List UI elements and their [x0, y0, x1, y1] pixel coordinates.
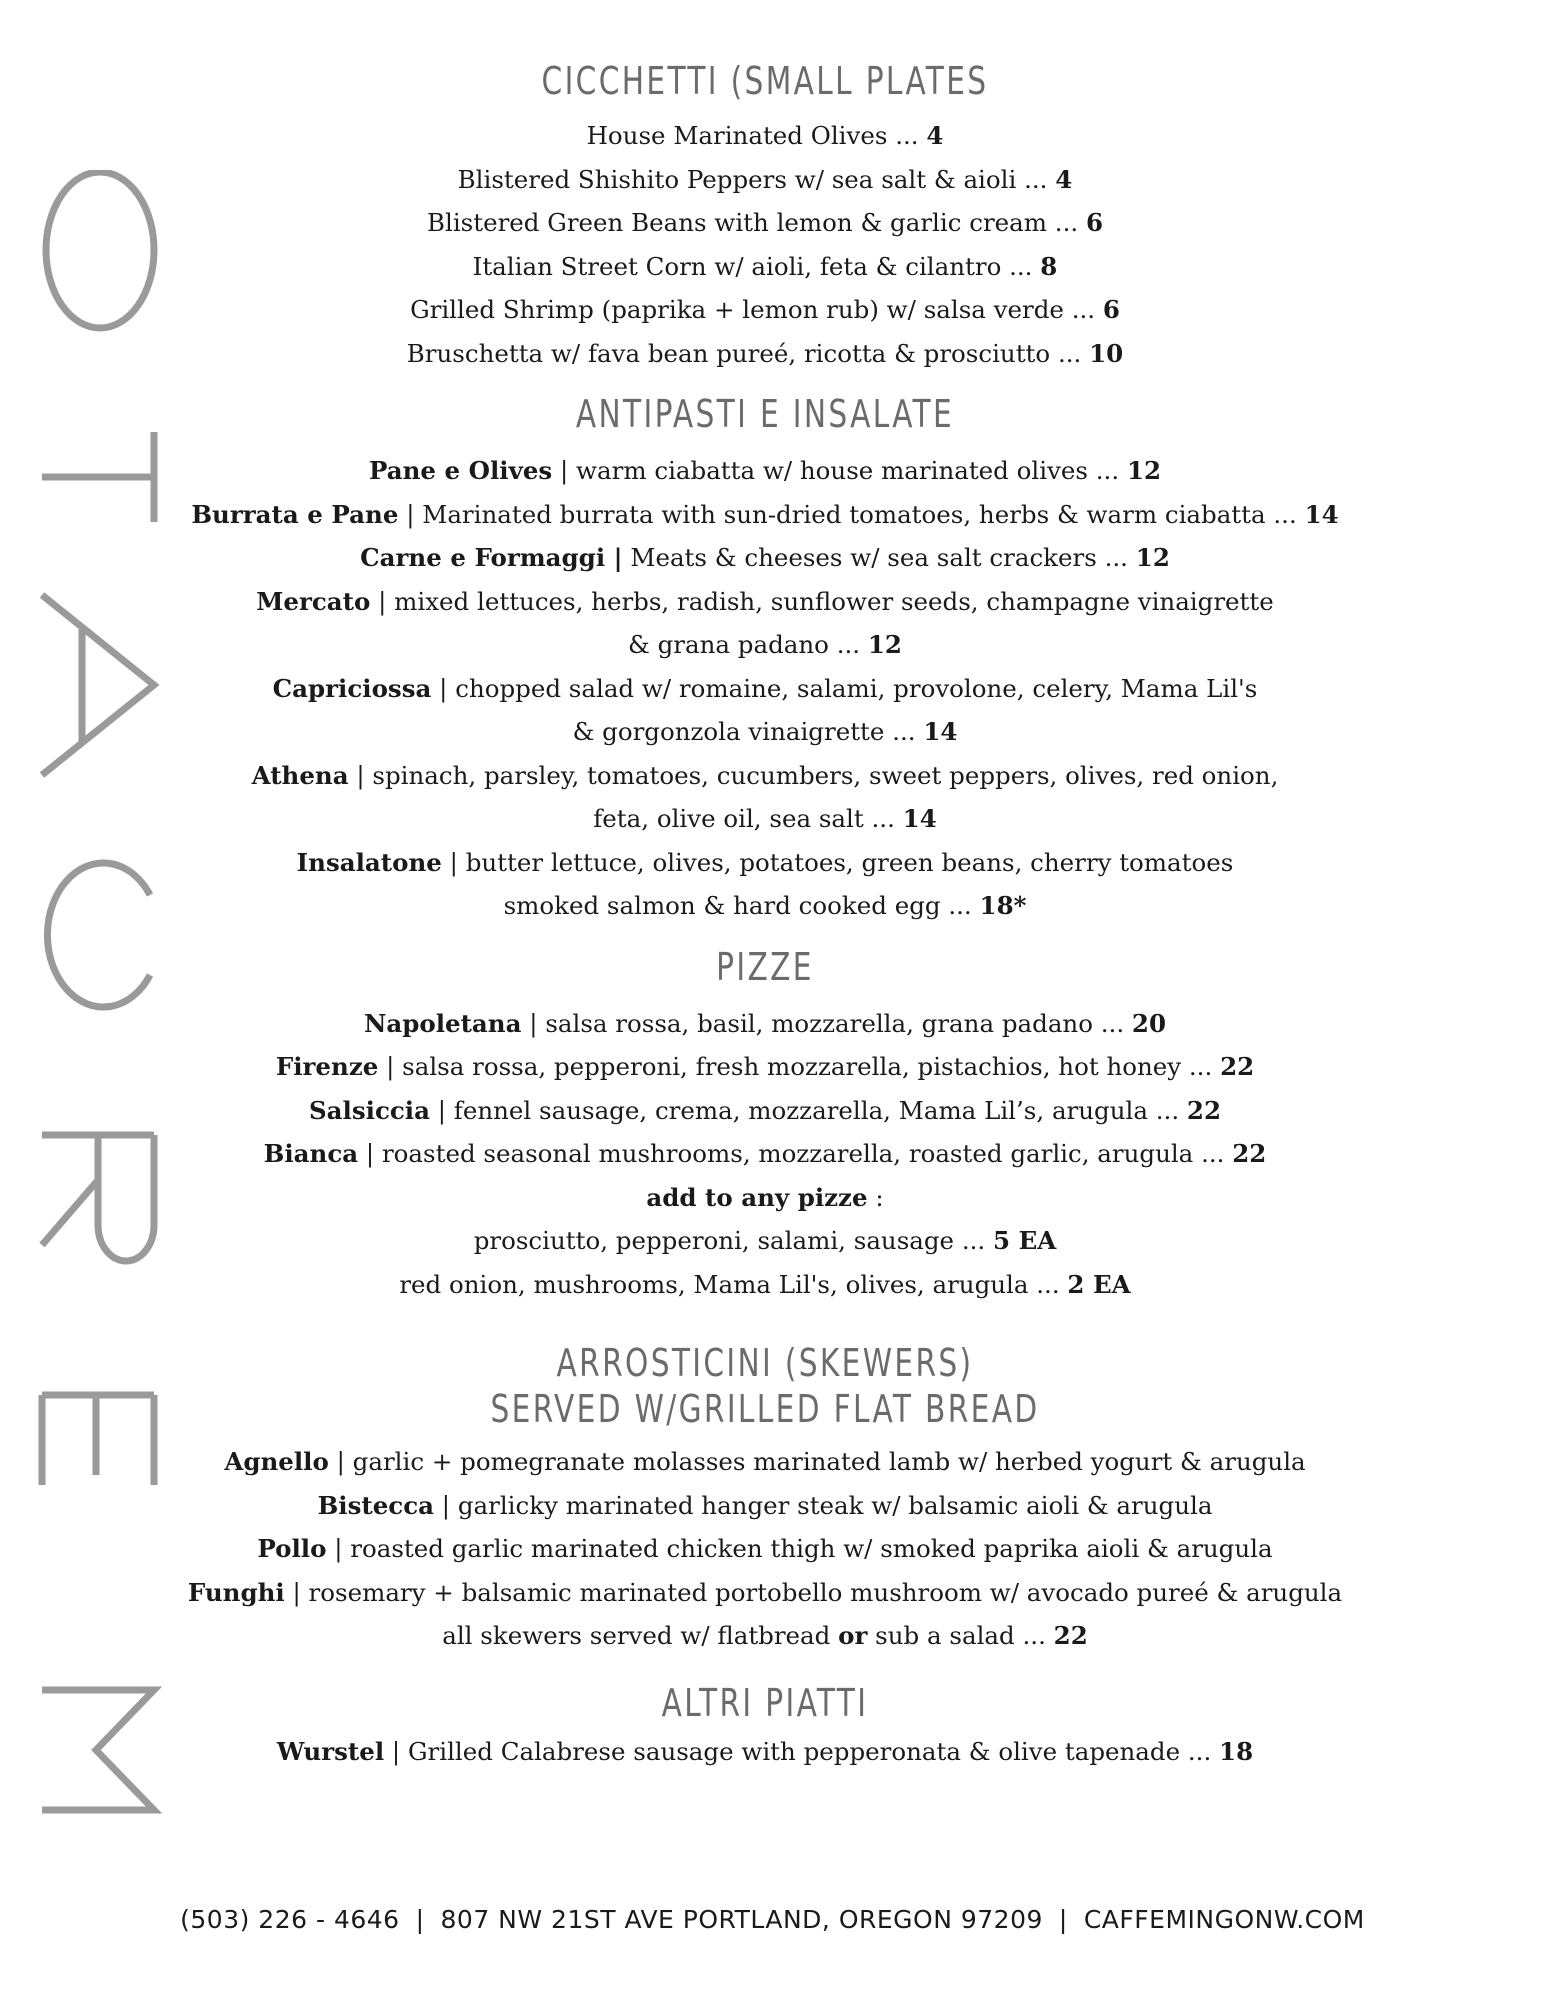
menu-item: Bruschetta w/ fava bean pureé, ricotta & prosciutto ... 10: [406, 338, 1124, 368]
section-altri-piatti: [150, 1680, 1380, 1774]
address: 807 NW 21ST AVE PORTLAND, OREGON 97209: [440, 1905, 1043, 1934]
menu-item: Capriciossa | chopped salad w/ romaine, salami, provolone, celery, Mama Lil's: [272, 673, 1258, 703]
section-subtitle: SERVED W/GRILLED FLAT BREAD: [490, 1387, 1040, 1431]
brand-letter-t: [42, 432, 154, 522]
phone-number: (503) 226 - 4646: [180, 1905, 400, 1934]
menu-item: Pane e Olives | warm ciabatta w/ house marinated olives ... 12: [368, 456, 1162, 485]
add-on-item: red onion, mushrooms, Mama Lil's, olives, arugula ... 2 EA: [399, 1269, 1131, 1299]
menu-item: Mercato | mixed lettuces, herbs, radish, sunflower seeds, champagne vinaigrette: [256, 586, 1274, 616]
section-title: ARROSTICINI (SKEWERS): [556, 1341, 974, 1385]
brand-letter-r: [42, 1135, 154, 1261]
menu-item-continuation: feta, olive oil, sea salt ... 14: [593, 804, 937, 833]
skewer-note: all skewers served w/ flatbread or sub a salad ... 22: [442, 1621, 1088, 1650]
menu-item: Salsiccia | fennel sausage, crema, mozzarella, Mama Lil’s, arugula ... 22: [308, 1095, 1222, 1125]
menu-item: Bistecca | garlicky marinated hanger steak w/ balsamic aioli & arugula: [317, 1490, 1213, 1520]
add-on-item: prosciutto, pepperoni, salami, sausage ... 5 EA: [473, 1226, 1057, 1255]
website-link[interactable]: CAFFEMINGONW.COM: [1083, 1905, 1365, 1934]
add-on-heading: add to any pizze :: [646, 1182, 884, 1212]
menu-item: Insalatone | butter lettuce, olives, potatoes, green beans, cherry tomatoes: [296, 847, 1234, 877]
menu-item: Athena | spinach, parsley, tomatoes, cucumbers, sweet peppers, olives, red onion,: [251, 760, 1279, 790]
brand-letter-m: [42, 1690, 154, 1810]
section-title: ALTRI PIATTI: [661, 1680, 869, 1725]
section-title: CICCHETTI (SMALL PLATES: [541, 59, 989, 103]
menu-item: House Marinated Olives ... 4: [586, 121, 944, 150]
section-title: ANTIPASTI E INSALATE: [575, 392, 955, 436]
menu-item: Napoletana | salsa rossa, basil, mozzarella, grana padano ... 20: [363, 1008, 1167, 1038]
menu-item: Firenze | salsa rossa, pepperoni, fresh mozzarella, pistachios, hot honey ... 22: [275, 1052, 1255, 1081]
brand-letter-o: [46, 172, 154, 328]
footer-separator: |: [1058, 1905, 1068, 1934]
section-pizze: [150, 944, 1380, 1307]
menu-item-continuation: smoked salmon & hard cooked egg ... 18*: [503, 891, 1027, 920]
menu-item: Funghi | rosemary + balsamic marinated portobello mushroom w/ avocado pureé & arugula: [187, 1577, 1343, 1607]
footer-contact: [0, 1905, 1545, 1934]
menu-item: Italian Street Corn w/ aioli, feta & cilantro ... 8: [472, 251, 1058, 281]
menu-item: Agnello | garlic + pomegranate molasses marinated lamb w/ herbed yogurt & arugula: [224, 1447, 1306, 1476]
menu-item: Blistered Green Beans with lemon & garlic cream ... 6: [426, 208, 1104, 237]
menu-item: Wurstel | Grilled Calabrese sausage with pepperonata & olive tapenade ... 18: [276, 1736, 1254, 1766]
footer-separator: |: [415, 1905, 425, 1934]
menu-item: Carne e Formaggi | Meats & cheeses w/ sea salt crackers ... 12: [360, 543, 1170, 572]
menu-body: [150, 50, 1380, 1773]
menu-item: Burrata e Pane | Marinated burrata with sun-dried tomatoes, herbs & warm ciabatta ... 14: [191, 499, 1339, 529]
menu-item: Grilled Shrimp (paprika + lemon rub) w/ salsa verde ... 6: [410, 295, 1120, 324]
brand-letter-a: [42, 595, 154, 775]
menu-item: Pollo | roasted garlic marinated chicken thigh w/ smoked paprika aioli & arugula: [257, 1534, 1273, 1563]
section-title: PIZZE: [716, 944, 814, 989]
vertical-brand-wordmark: [38, 170, 168, 1830]
menu-item: Blistered Shishito Peppers w/ sea salt & aioli ... 4: [457, 164, 1073, 194]
menu-item-continuation: & grana padano ... 12: [628, 630, 902, 659]
menu-item-continuation: & gorgonzola vinaigrette ... 14: [572, 717, 958, 746]
section-antipasti: [150, 391, 1380, 928]
menu-item: Bianca | roasted seasonal mushrooms, mozzarella, roasted garlic, arugula ... 22: [263, 1139, 1267, 1168]
brand-letter-c: [47, 863, 150, 1007]
section-cicchetti: [150, 58, 1380, 375]
section-arrosticini: [150, 1340, 1380, 1658]
brand-letter-e: [42, 1395, 154, 1485]
